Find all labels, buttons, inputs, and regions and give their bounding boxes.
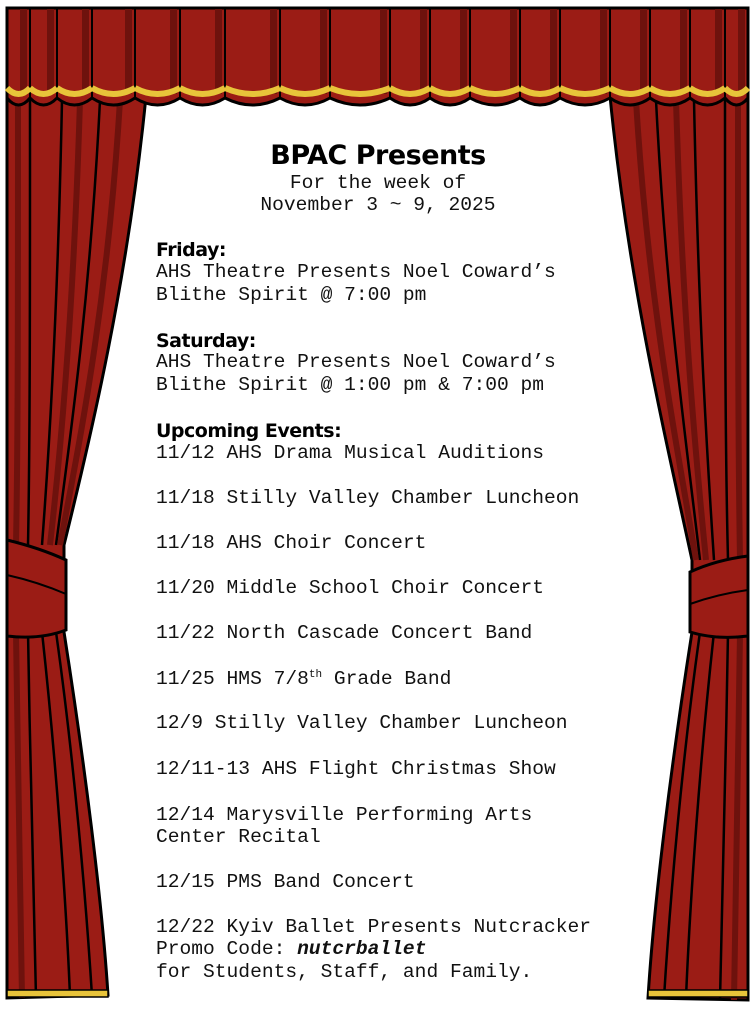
ordinal-suffix: th: [308, 669, 323, 681]
valance-shade: [125, 9, 132, 94]
valance-shade: [550, 9, 557, 94]
event-item: 11/18 AHS Choir Concert: [156, 532, 427, 554]
saturday-line: Blithe Spirit @ 1:00 pm & 7:00 pm: [156, 374, 545, 396]
promo-audience: for Students, Staff, and Family.: [156, 961, 533, 983]
event-item: 12/22 Kyiv Ballet Presents Nutcracker: [156, 916, 592, 938]
event-text: 11/25 HMS 7/8: [156, 668, 309, 690]
upcoming-heading: Upcoming Events:: [156, 420, 342, 442]
valance-shade: [82, 9, 89, 94]
subtitle-week: For the week of: [289, 172, 467, 194]
valance-shade: [510, 9, 517, 94]
saturday-line: AHS Theatre Presents Noel Coward’s: [156, 351, 556, 373]
valance-shade: [460, 9, 467, 94]
event-item: 11/12 AHS Drama Musical Auditions: [156, 442, 545, 464]
subtitle-dates: November 3 ~ 9, 2025: [260, 194, 496, 216]
promo-label: Promo Code:: [156, 938, 298, 960]
left-tieback: [7, 540, 66, 637]
valance-shade: [600, 9, 607, 94]
valance-shade: [680, 9, 687, 94]
event-item-continued: Center Recital: [156, 826, 321, 848]
valance-shade: [47, 9, 54, 94]
promo-code: nutcrballet: [297, 938, 427, 960]
promo-line: [156, 938, 426, 961]
event-item: 11/22 North Cascade Concert Band: [156, 622, 533, 644]
curtain-valance: [7, 8, 748, 105]
valance-shade: [420, 9, 427, 94]
event-item: 12/15 PMS Band Concert: [156, 871, 415, 893]
event-item: 12/11-13 AHS Flight Christmas Show: [156, 758, 556, 780]
friday-line: Blithe Spirit @ 7:00 pm: [156, 284, 427, 306]
valance-shade: [20, 9, 27, 94]
friday-heading: Friday:: [156, 239, 226, 261]
valance-shade: [270, 9, 277, 94]
right-curtain: [610, 96, 748, 1000]
valance-shade: [380, 9, 387, 94]
valance-shade: [170, 9, 177, 94]
event-item: 12/9 Stilly Valley Chamber Luncheon: [156, 712, 568, 734]
valance-shade: [320, 9, 327, 94]
left-curtain: [7, 96, 146, 998]
page-title: BPAC Presents: [270, 140, 486, 171]
friday-line: AHS Theatre Presents Noel Coward’s: [156, 261, 556, 283]
event-text: Grade Band: [322, 668, 452, 690]
valance-shade: [715, 9, 722, 94]
valance-shade: [640, 9, 647, 94]
event-item: 12/14 Marysville Performing Arts: [156, 804, 533, 826]
saturday-heading: Saturday:: [156, 330, 256, 352]
valance-shade: [215, 9, 222, 94]
event-item: [156, 668, 451, 691]
right-tieback: [690, 556, 748, 637]
event-item: 11/20 Middle School Choir Concert: [156, 577, 545, 599]
event-item: 11/18 Stilly Valley Chamber Luncheon: [156, 487, 580, 509]
valance-shade: [738, 9, 745, 94]
